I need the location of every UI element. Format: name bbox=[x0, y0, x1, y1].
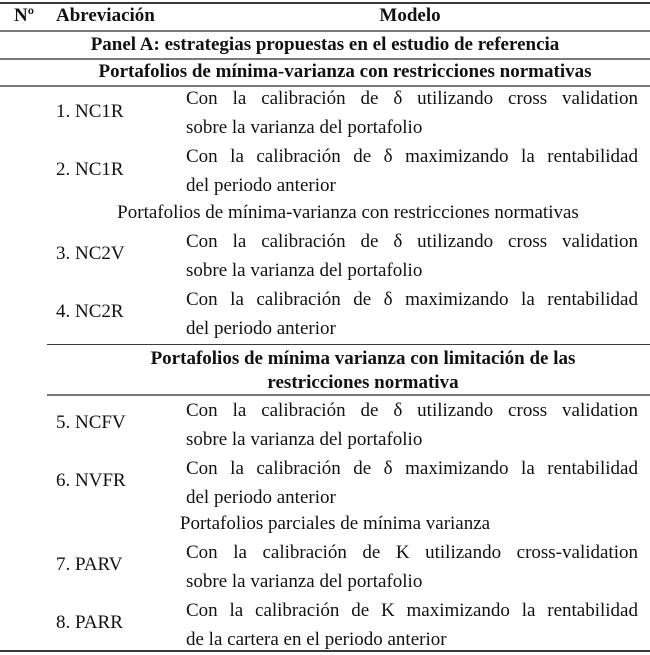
row-abbreviation: 8. PARR bbox=[56, 612, 123, 633]
row-abbreviation: 2. NC1R bbox=[56, 159, 124, 180]
section-title: Portafolios de mínima-varianza con restricciones normativas bbox=[117, 202, 579, 223]
row-model-line2: sobre la varianza del portafolio bbox=[186, 571, 423, 592]
section-title-line1: Portafolios de mínima varianza con limitación de las bbox=[150, 348, 576, 369]
header-abbreviation: Abreviación bbox=[56, 5, 155, 26]
row-model-line1: Con la calibración de K maximizando la rentabilidad bbox=[186, 600, 638, 621]
row-model-line1: Con la calibración de δ maximizando la rentabilidad bbox=[186, 146, 638, 167]
panel-title: Panel A: estrategias propuestas en el estudio de referencia bbox=[90, 34, 560, 55]
row-abbreviation: 4. NC2R bbox=[56, 301, 124, 322]
header-no: Nº bbox=[14, 5, 34, 26]
section-title: Portafolios de mínima-varianza con restricciones normativas bbox=[98, 61, 592, 82]
panel-rule bbox=[0, 58, 650, 60]
row-model bbox=[186, 142, 638, 200]
section-title bbox=[47, 347, 650, 395]
row-model-line2: del periodo anterior bbox=[186, 175, 336, 196]
row-model-line1: Con la calibración de δ utilizando cross validation bbox=[186, 231, 638, 252]
row-model-line1: Con la calibración de δ utilizando cross validation bbox=[186, 400, 638, 421]
row-model-line1: Con la calibración de δ utilizando cross validation bbox=[186, 88, 638, 109]
row-model-line2: sobre la varianza del portafolio bbox=[186, 429, 423, 450]
row-model bbox=[186, 454, 638, 512]
top-rule bbox=[0, 2, 650, 4]
row-model bbox=[186, 84, 638, 142]
row-abbreviation: 6. NVFR bbox=[56, 470, 126, 491]
row-abbreviation: 5. NCFV bbox=[56, 412, 126, 433]
row-model-line2: del periodo anterior bbox=[186, 487, 336, 508]
row-abbreviation: 7. PARV bbox=[56, 554, 123, 575]
row-model-line2: del periodo anterior bbox=[186, 318, 336, 339]
section-title-line2: restricciones normativa bbox=[267, 372, 459, 393]
row-model-line1: Con la calibración de δ maximizando la rentabilidad bbox=[186, 458, 638, 479]
row-model bbox=[186, 227, 638, 285]
header-model: Modelo bbox=[379, 5, 441, 26]
row-model-line1: Con la calibración de K utilizando cross-validation bbox=[186, 542, 638, 563]
row-model bbox=[186, 285, 638, 343]
row-model bbox=[186, 596, 638, 654]
row-model-line1: Con la calibración de δ maximizando la rentabilidad bbox=[186, 289, 638, 310]
row-model-line2: sobre la varianza del portafolio bbox=[186, 117, 423, 138]
row-model bbox=[186, 538, 638, 596]
row-model bbox=[186, 396, 638, 454]
section3-top-rule bbox=[47, 344, 650, 345]
row-model-line2: sobre la varianza del portafolio bbox=[186, 260, 423, 281]
header-rule bbox=[0, 30, 650, 32]
row-abbreviation: 1. NC1R bbox=[56, 101, 124, 122]
row-model-line2: de la cartera en el periodo anterior bbox=[186, 629, 447, 650]
section-title: Portafolios parciales de mínima varianza bbox=[179, 513, 491, 534]
row-abbreviation: 3. NC2V bbox=[56, 243, 125, 264]
